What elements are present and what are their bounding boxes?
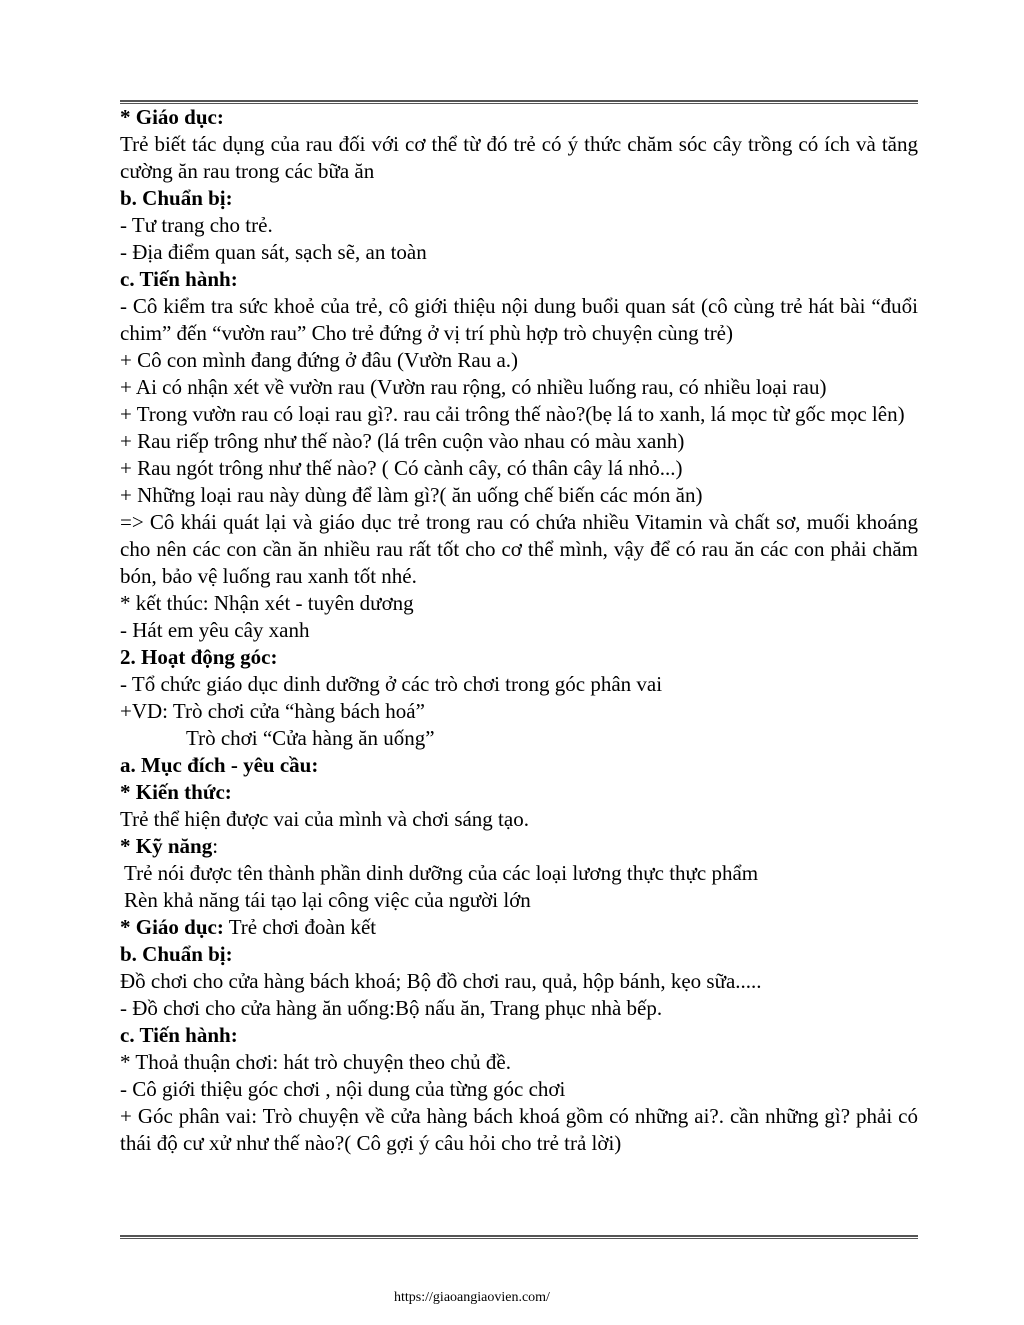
text-line: * Thoả thuận chơi: hát trò chuyện theo chủ đề. <box>120 1050 511 1074</box>
paragraph: => Cô khái quát lại và giáo dục trẻ trong rau có chứa nhiều Vitamin và chất sơ, muối khoáng cho nên các con cần ăn nhiều rau rất tốt cho cơ thể mình, vậy để có rau ăn các con phải chăm bón, bảo vệ luống rau xanh tốt nhé. <box>120 510 918 588</box>
heading-muc-dich: a. Mục đích - yêu cầu: <box>120 753 319 777</box>
text-line: + Cô con mình đang đứng ở đâu (Vườn Rau a.) <box>120 348 519 372</box>
text-line: + Rau riếp trông như thế nào? (lá trên cuộn vào nhau có màu xanh) <box>120 429 685 453</box>
text-line: + Ai có nhận xét về vườn rau (Vườn rau rộng, có nhiều luống rau, có nhiều loại rau) <box>120 375 827 399</box>
heading-tien-hanh-2: c. Tiến hành: <box>120 1023 238 1047</box>
colon: : <box>212 834 219 858</box>
heading-giao-duc-2: * Giáo dục: <box>120 915 224 939</box>
text-line: - Địa điểm quan sát, sạch sẽ, an toàn <box>120 240 427 264</box>
text-line: Trẻ nói được tên thành phần dinh dưỡng của các loại lương thực thực phẩm <box>124 861 759 885</box>
text-line: +VD: Trò chơi cửa “hàng bách hoá” <box>120 699 425 723</box>
text-line: Rèn khả năng tái tạo lại công việc của người lớn <box>124 888 531 912</box>
heading-kien-thuc: * Kiến thức: <box>120 780 232 804</box>
heading-tien-hanh: c. Tiến hành: <box>120 267 238 291</box>
text-line: Đồ chơi cho cửa hàng bách khoá; Bộ đồ chơi rau, quả, hộp bánh, kẹo sữa..... <box>120 969 762 993</box>
ky-nang-line <box>120 833 918 860</box>
paragraph: Trẻ biết tác dụng của rau đối với cơ thể từ đó trẻ có ý thức chăm sóc cây trồng có ích và tăng cường ăn rau trong các bữa ăn <box>120 132 918 183</box>
text: Trẻ chơi đoàn kết <box>223 915 377 939</box>
heading-chuan-bi: b. Chuẩn bị: <box>120 186 233 210</box>
heading-ky-nang: * Kỹ năng <box>120 834 213 858</box>
footer-rule <box>120 1235 918 1239</box>
text-line: + Rau ngót trông như thế nào? ( Có cành cây, có thân cây lá nhỏ...) <box>120 456 683 480</box>
text-line: - Cô giới thiệu góc chơi , nội dung của từng góc chơi <box>120 1077 566 1101</box>
paragraph: + Trong vườn rau có loại rau gì?. rau cải trông thế nào?(bẹ lá to xanh, lá mọc từ gốc mọc lên) <box>120 402 905 426</box>
document-body <box>120 104 918 1157</box>
text-line: * kết thúc: Nhận xét - tuyên dương <box>120 591 414 615</box>
heading-hoat-dong-goc: 2. Hoạt động góc: <box>120 645 278 669</box>
text-line: - Tư trang cho trẻ. <box>120 213 273 237</box>
heading-chuan-bi-2: b. Chuẩn bị: <box>120 942 233 966</box>
text-line: + Những loại rau này dùng để làm gì?( ăn uống chế biến các món ăn) <box>120 483 703 507</box>
footer-url[interactable]: https://giaoangiaovien.com/ <box>394 1290 550 1305</box>
text-line: - Hát em yêu cây xanh <box>120 618 310 642</box>
paragraph: + Góc phân vai: Trò chuyện về cửa hàng bách khoá gồm có những ai?. cần những gì? phải có thái độ cư xử như thế nào?( Cô gợi ý câu hỏi cho trẻ trả lời) <box>120 1104 918 1155</box>
text-line: - Tổ chức giáo dục dinh dưỡng ở các trò chơi trong góc phân vai <box>120 672 663 696</box>
text-line: Trò chơi “Cửa hàng ăn uống” <box>186 726 435 750</box>
giao-duc-line <box>120 914 918 941</box>
paragraph: - Cô kiểm tra sức khoẻ của trẻ, cô giới thiệu nội dung buổi quan sát (cô cùng trẻ hát bài “đuổi chim” đến “vườn rau” Cho trẻ đứng ở vị trí phù hợp trò chuyện cùng trẻ) <box>120 294 918 345</box>
text-line: - Đồ chơi cho cửa hàng ăn uống:Bộ nấu ăn, Trang phục nhà bếp. <box>120 996 663 1020</box>
text-line: Trẻ thể hiện được vai của mình và chơi sáng tạo. <box>120 807 529 831</box>
heading-giao-duc: * Giáo dục: <box>120 105 224 129</box>
